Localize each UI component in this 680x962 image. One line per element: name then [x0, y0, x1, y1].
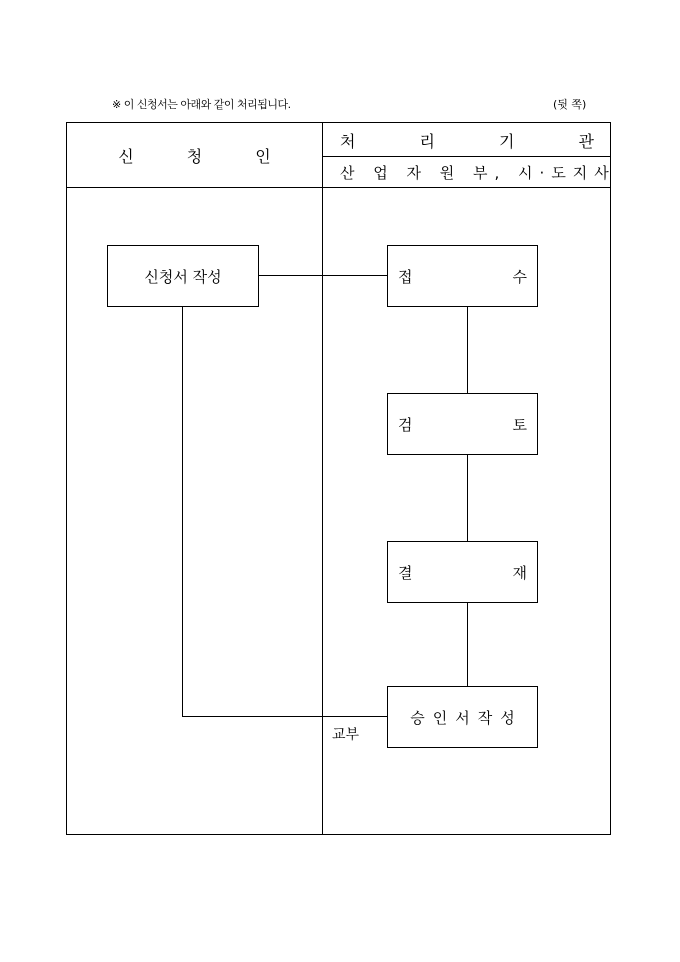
processing-org-char: 기 — [499, 131, 515, 151]
step-label-left: 검 — [398, 415, 413, 434]
header-divider — [66, 187, 611, 188]
connector-return-vertical — [182, 307, 183, 717]
review-step-box — [387, 393, 538, 455]
step-label-right: 재 — [512, 563, 527, 582]
receive-step-box — [387, 245, 538, 307]
connector-approve-to-issue — [467, 602, 468, 686]
processing-note: ※ 이 신청서는 아래와 같이 처리됩니다. — [112, 98, 291, 111]
apply-step-label: 신청서 작성 — [144, 267, 222, 286]
delivery-label: 교부 — [332, 727, 360, 743]
step-label-right: 수 — [512, 267, 527, 286]
step-label-left: 결 — [398, 563, 413, 582]
page-side-label: (뒷 쪽) — [553, 98, 587, 111]
step-label-right: 토 — [512, 415, 527, 434]
processing-org-char: 처 — [340, 131, 356, 151]
processing-org-detail: 산 업 자 원 부, 시·도지사 — [340, 163, 616, 182]
processing-org-char: 관 — [578, 131, 594, 151]
connector-review-to-approve — [467, 454, 468, 541]
connector-apply-to-receive — [259, 275, 387, 276]
connector-return-horizontal — [182, 716, 387, 717]
connector-receive-to-review — [467, 307, 468, 393]
processing-org-header — [340, 126, 594, 154]
approval-step-box — [387, 541, 538, 603]
processing-org-char: 리 — [419, 131, 435, 151]
issue-step-label: 승인서작성 — [410, 708, 523, 727]
applicant-column-header: 신 청 인 — [118, 146, 295, 166]
apply-step-box — [107, 245, 259, 307]
issue-step-box — [387, 686, 538, 748]
step-label-left: 접 — [398, 267, 413, 286]
header-subdivider — [322, 156, 611, 157]
column-divider — [322, 122, 323, 835]
